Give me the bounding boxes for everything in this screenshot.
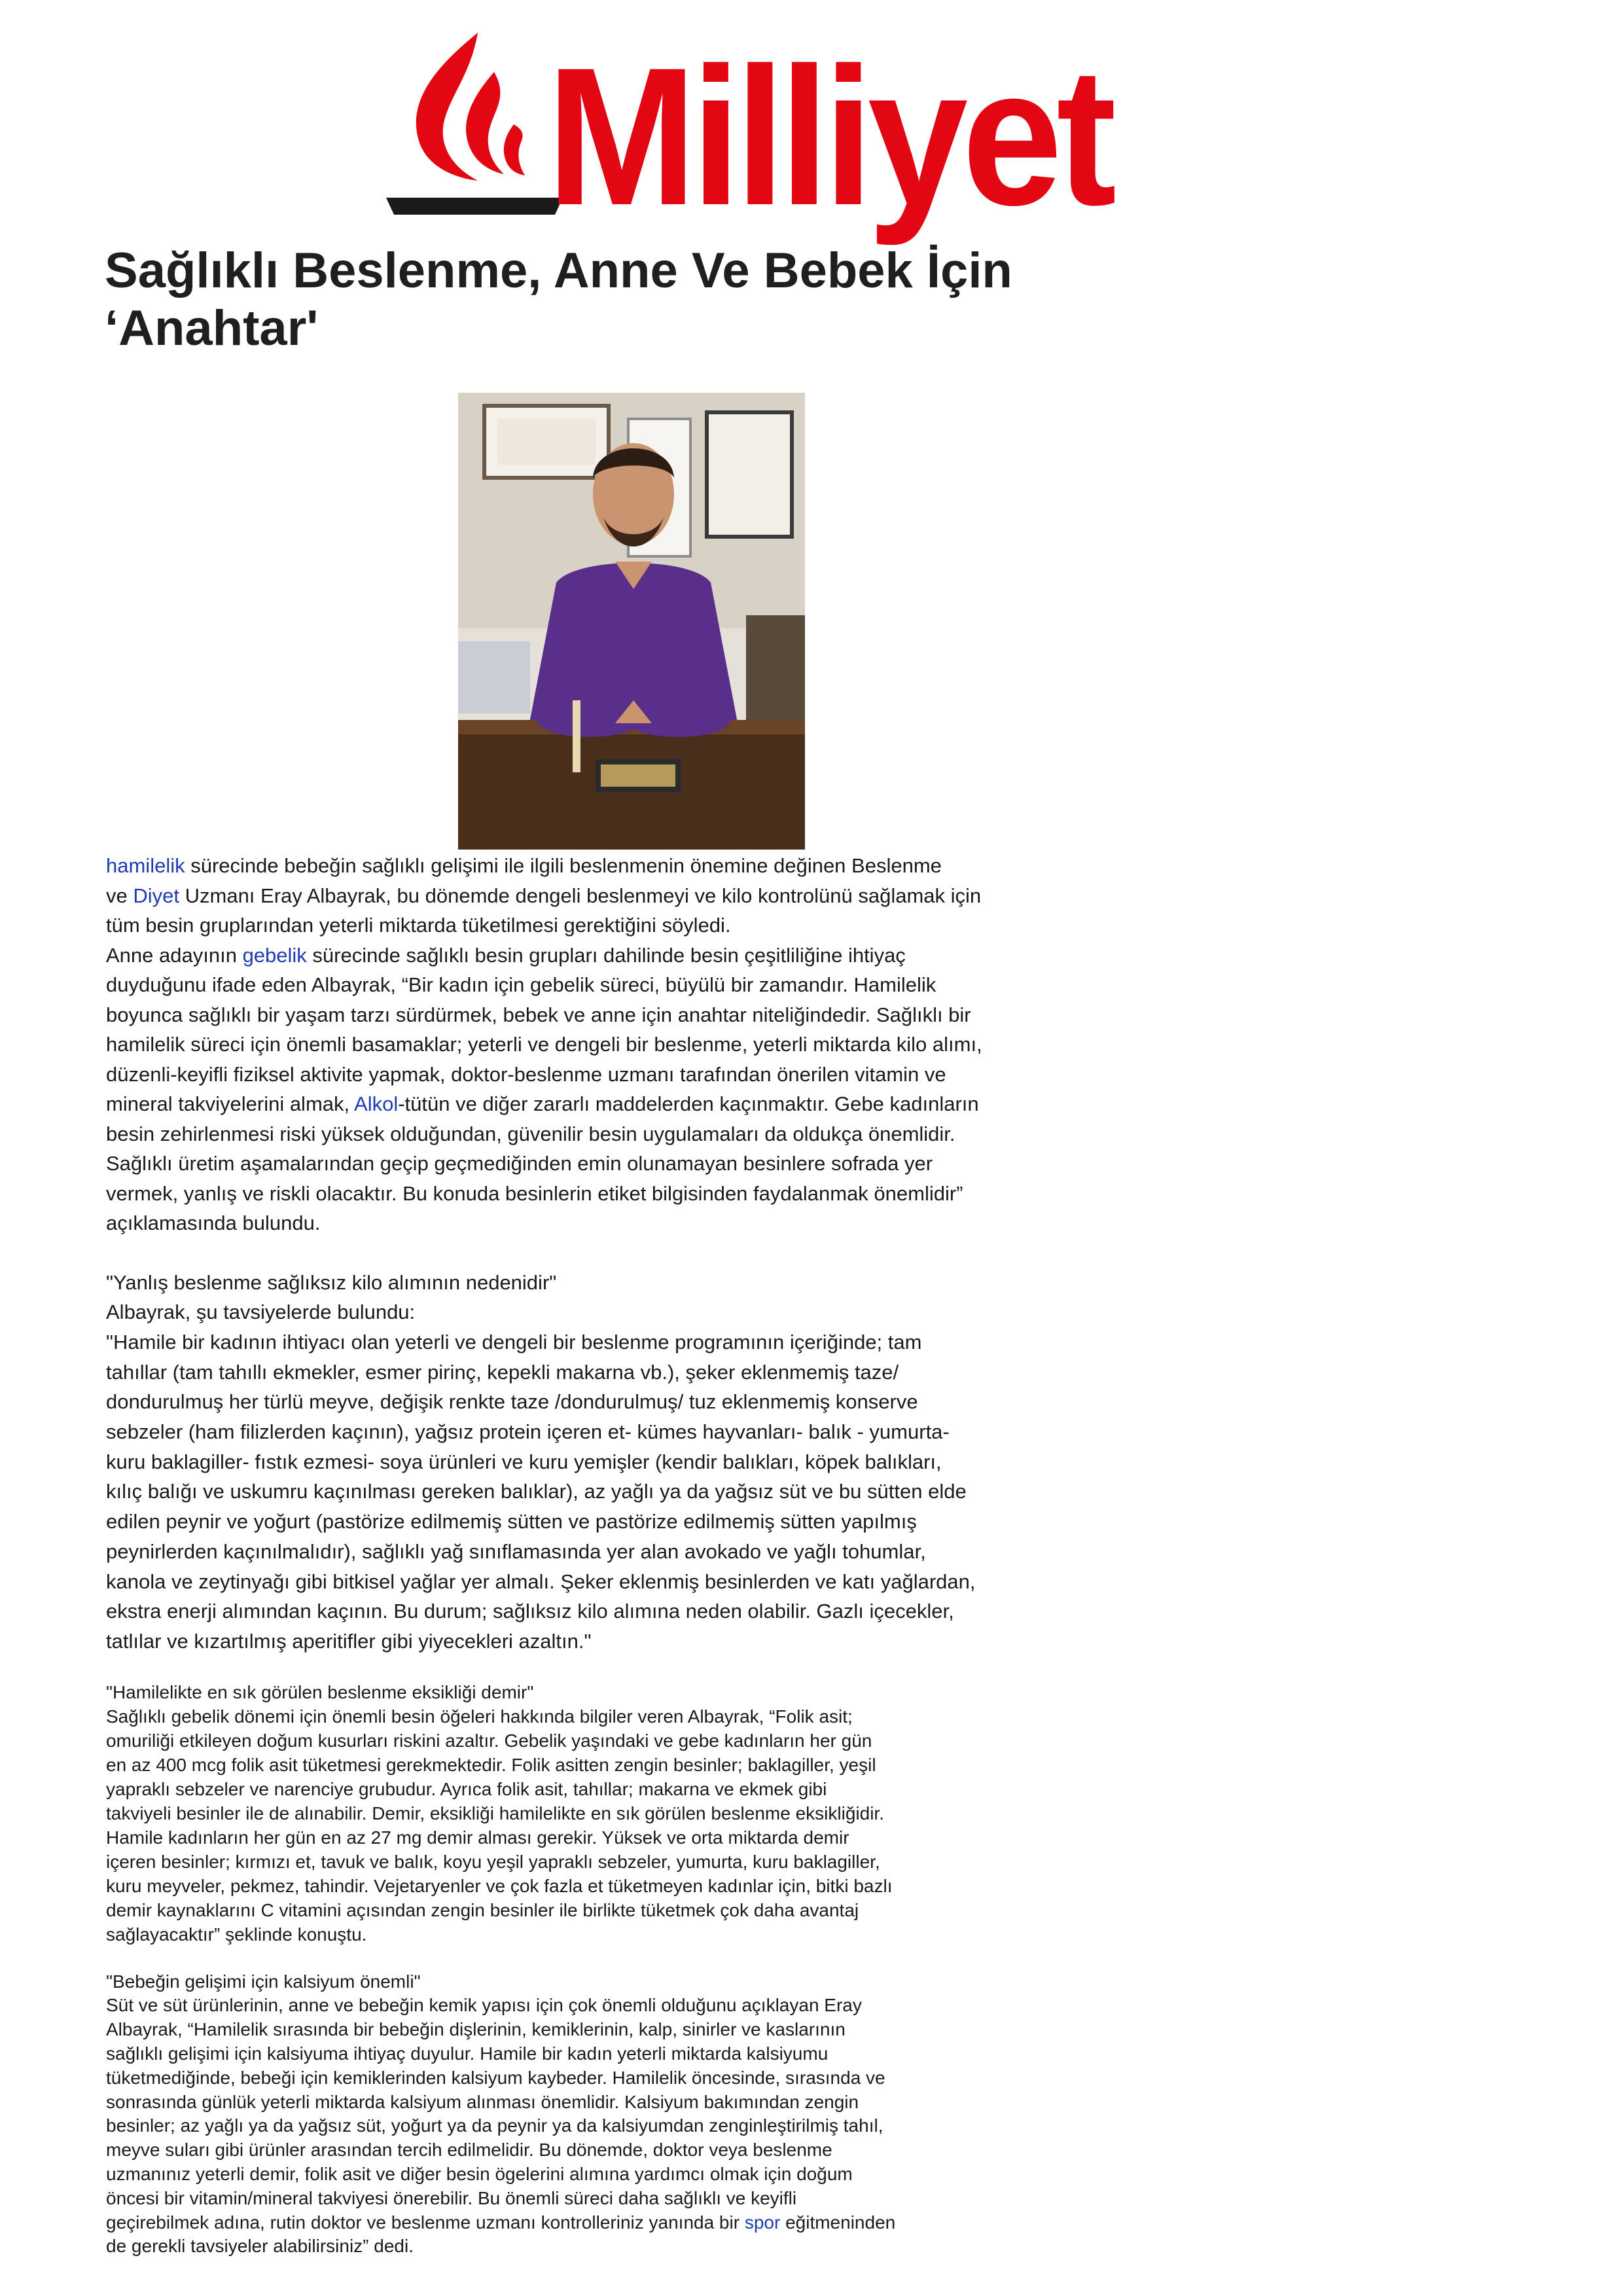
flame-icon	[380, 26, 569, 236]
intro-text-3: sürecinde sağlıklı besin grupları dahilinde besin çeşitliliğine ihtiyaç duyduğunu ifade eden Albayrak, “Bir kadın için gebelik süreci, büyülü bir zamandır. Hamilelik boyunca sağlıklı bir yaşam tarzı sürdürmek, bebek ve anne için anahtar niteliğindedir. Sağlıklı bir hamilelik süreci için önemli basamaklar; yeterli ve dengeli bir beslenme, yeterli miktarda kilo alımı, düzenli-keyifli fiziksel aktivite yapmak, doktor-beslenme uzmanı tarafından önerilen vitamin ve mineral takviyelerini almak,	[106, 943, 982, 1115]
link-hamilelik[interactable]: hamilelik	[106, 854, 185, 877]
calcium-text-2: eğitmeninden de gerekli tavsiyeler alabilirsiniz” dedi.	[106, 2212, 896, 2257]
link-alkol[interactable]: Alkol	[354, 1092, 399, 1115]
portrait-photo	[458, 393, 805, 850]
section-calcium	[106, 1970, 1166, 2259]
link-diyet[interactable]: Diyet	[133, 884, 179, 907]
article-body	[106, 851, 1166, 2259]
intro-text-4: -tütün ve diğer zararlı maddelerden kaçınmaktır. Gebe kadınların besin zehirlenmesi riski yüksek olduğundan, güvenilir besin uygulamaları da oldukça önemlidir. Sağlıklı üretim aşamalarından geçip geçmediğinden emin olunamayan besinlere sofrada yer vermek, yanlış ve riskli olacaktır. Bu konuda besinlerin etiket bilgisinden faydalanmak önemlidir” açıklamasında bulundu.	[106, 1092, 979, 1234]
calcium-text-1: "Bebeğin gelişimi için kalsiyum önemli" Süt ve süt ürünlerinin, anne ve bebeğin kemik yapısı için çok önemli olduğunu açıklayan Eray Albayrak, “Hamilelik sırasında bir bebeğin dişlerinin, kemiklerinin, kalp, sinirler ve kaslarının sağlıklı gelişimi için kalsiyuma ihtiyaç duyulur. Hamile bir kadın yeterli miktarda kalsiyumu tüketmediğinde, bebeği için kemiklerinden kalsiyum kaybeder. Hamilelik öncesinde, sırasında ve sonrasında günlük yeterli miktarda kalsiyum alınması önemlidir. Kalsiyum bakımından zengin besinler; az yağlı ya da yağsız süt, yoğurt ya da peynir ya da kalsiyumdan zenginleştirilmiş tahıl, meyve suları gibi ürünler arasından tercih edilmelidir. Bu dönemde, doktor veya beslenme uzmanınız yeterli demir, folik asit ve diğer besin ögelerini alımına yardımcı olmak için doğum öncesi bir vitamin/mineral takviyesi önerebilir. Bu önemli süreci daha sağlıklı ve keyifli geçirebilmek adına, rutin doktor ve beslenme uzmanı kontrolleriniz yanında bir	[106, 1971, 885, 2233]
link-gebelik[interactable]: gebelik	[242, 943, 307, 967]
brand-logo-text: Milliyet	[546, 26, 1111, 246]
intro-text-2: Uzmanı Eray Albayrak, bu dönemde dengeli beslenmeyi ve kilo kontrolünü sağlamak için tüm besin gruplarından yeterli miktarda tüketilmesi gerektiğini söyledi. Anne adayının	[106, 884, 982, 967]
section-iron-deficiency: "Hamilelikte en sık görülen beslenme eksikliği demir" Sağlıklı gebelik dönemi için önemli besin öğeleri hakkında bilgiler veren Albayrak, “Folik asit; omuriliği etkileyen doğum kusurları riskini azaltır. Gebelik yaşındaki ve gebe kadınların her gün en az 400 mcg folik asit tüketmesi gerekmektedir. Folik asitten zengin besinler; baklagiller, yeşil yapraklı sebzeler ve narenciye grubudur. Ayrıca folik asit, tahıllar; makarna ve ekmek gibi takviyeli besinler ile de alınabilir. Demir, eksikliği hamilelikte en sık görülen beslenme eksikliğidir. Hamile kadınların her gün en az 27 mg demir alması gerekir. Yüksek ve orta miktarda demir içeren besinler; kırmızı et, tavuk ve balık, koyu yeşil yapraklı sebzeler, yumurta, kuru baklagiller, kuru meyveler, pekmez, tahindir. Vejetaryenler ve çok fazla et tüketmeyen kadınlar için, bitki bazlı demir kaynaklarını C vitamini açısından zengin besinler ile birlikte tüketmek çok daha avantaj sağlayacaktır” şeklinde konuştu.	[106, 1681, 893, 1945]
intro-text-1: sürecinde bebeğin sağlıklı gelişimi ile ilgili beslenmenin önemine değinen Beslenme ve	[106, 854, 942, 907]
article-headline: Sağlıklı Beslenme, Anne Ve Bebek İçin ‘Anahtar'	[105, 243, 1012, 356]
link-spor[interactable]: spor	[744, 2212, 781, 2233]
section-wrong-nutrition: "Yanlış beslenme sağlıksız kilo alımının nedenidir" Albayrak, şu tavsiyelerde bulundu: "Hamile bir kadının ihtiyacı olan yeterli ve dengeli bir beslenme programının içeriğinde; tam tahıllar (tam tahıllı ekmekler, esmer pirinç, kepekli makarna vb.), şeker eklenmemiş taze/ dondurulmuş her türlü meyve, değişik renkte taze /dondurulmuş/ tuz eklenmemiş konserve sebzeler (ham filizlerden kaçının), yağsız protein içeren et- kümes hayvanları- balık - yumurta- kuru baklagiller- fıstık ezmesi- soya ürünleri ve kuru yemişler (kendir balıkları, köpek balıkları, kılıç balığı ve uskumru kaçınılması gereken balıklar), az yağlı ya da yağsız süt ve bu sütten elde edilen peynir ve yoğurt (pastörize edilmemiş sütten ve pastörize edilmemiş sütten yapılmış peynirlerden kaçınılmalıdır), sağlıklı yağ sınıflamasında yer alan avokado ve yağlı tohumlar, kanola ve zeytinyağı gibi bitkisel yağlar yer almalı. Şeker eklenmiş besinlerden ve katı yağlardan, ekstra enerji alımından kaçının. Bu durum; sağlıksız kilo alımına neden olabilir. Gazlı içecekler, tatlılar ve kızartılmış aperitifler gibi yiyecekleri azaltın."	[106, 1270, 976, 1653]
masthead	[380, 26, 1243, 246]
article-intro	[106, 851, 1166, 1238]
